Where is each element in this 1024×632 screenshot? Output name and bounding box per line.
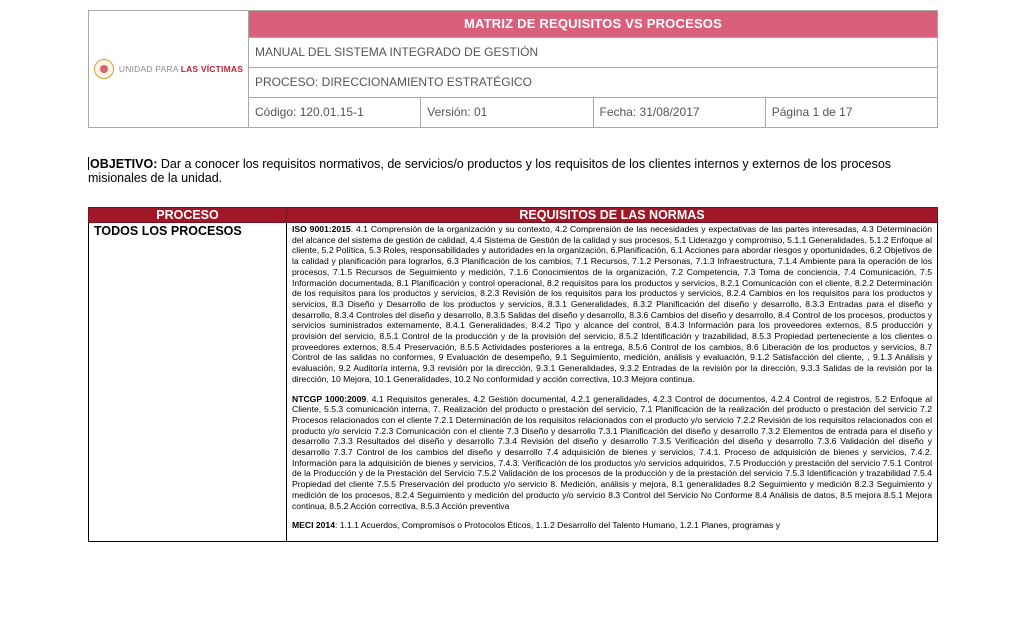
column-header-requisitos: REQUISITOS DE LAS NORMAS [287, 208, 938, 223]
norm-block-iso [292, 224, 932, 385]
norm-title: MECI 2014 [292, 520, 335, 531]
column-header-proceso: PROCESO [89, 208, 287, 223]
logo-text: UNIDAD PARA LAS VÍCTIMAS [118, 64, 244, 74]
text-cursor [88, 157, 89, 170]
document-code: Código: 120.01.15-1 [249, 97, 421, 127]
process-cell: TODOS LOS PROCESOS [89, 223, 287, 542]
objective-paragraph [88, 157, 938, 185]
table-row [89, 223, 938, 542]
norm-block-meci [292, 520, 932, 531]
norm-text: . 4.1 Requisitos generales, 4.2 Gestión documental, 4.2.1 generalidades, 4.2.3 Control de documentos, 4.2.4 Control de registros, 5.2 Enfoque al Cliente, 5.5.3 comunicación interna, 7. Realización del producto o prestación del servicio, 7.1 Planificación de la realización del producto o prestación del servicio 7.2 Procesos relacionados con el cliente 7.2.1 Determinación de los requisitos relacionados con el producto y/o servicio 7.2.2 Revisión de los requisitos relacionados con el producto y/o servicio 7.2.3 Comunicación con el cliente 7.3 Diseño y desarrollo 7.3.1 Planificación del diseño y desarrollo 7.3.2 Elementos de entrada para el diseño y desarrollo 7.3.3 Resultados del diseño y desarrollo 7.3.4 Revisión del diseño y desarrollo 7.3.5 Verificación del diseño y desarrollo 7.3.6 Validación del diseño y desarrollo 7.3.7 Control de los cambios del diseño y desarrollo 7.4 adquisición de bienes y servicios, 7.4.1. Proceso de adquisición de bienes y servicios, 7.4.2. Información para la adquisición de bienes y servicios, 7.4.3. Verificación de los productos y/o servicios adquiridos, 7.5 Producción y prestación del servicio 7.5.1 Control de la Producción y de la Prestación del Servicio 7.5.2 Validación de los procesos de la producción y de la prestación del servicio 7.5.3 Identificación y trazabilidad 7.5.4 Propiedad del cliente 7.5.5 Preservación del producto y/o servicio 8. Medición, análisis y mejora, 8.1 generalidades 8.2 Seguimiento y medición 8.2.3 Seguimiento y medición de los procesos, 8.2.4 Seguimiento y medición del producto y/o servicio 8.3 Control del Servicio No Conforme 8.4 Análisis de datos, 8.5 mejora 8.5.1 Mejora continua, 8.5.2 Acción correctiva, 8.5.3 Acción preventiva [292, 393, 932, 511]
document-version: Versión: 01 [421, 97, 593, 127]
requirements-cell [287, 223, 938, 542]
table-header-row [89, 208, 938, 223]
norm-title: NTCGP 1000:2009 [292, 393, 367, 404]
unidad-victimas-logo [89, 11, 248, 127]
logo-cell [89, 11, 249, 128]
requirements-table [88, 207, 938, 542]
objective-text: Dar a conocer los requisitos normativos, de servicios/o productos y los requisitos de los clientes internos y externos de los procesos misionales de la unidad. [88, 157, 892, 185]
process-name: PROCESO: DIRECCIONAMIENTO ESTRATÉGICO [249, 67, 938, 97]
document-header [88, 10, 938, 128]
norm-block-ntcgp [292, 394, 932, 512]
norm-text: . 4.1 Comprensión de la organización y su contexto, 4.2 Comprensión de las necesidades y expectativas de las partes interesadas, 4.3 Determinación del alcance del sistema de gestión de calidad, 4.4 Sistema de Gestión de la calidad y sus procesos, 5.1 Liderazgo y compromiso, 5.1.1 Generalidades, 5.1.2 Enfoque al cliente, 5.2 Política, 5.3 Roles, responsabilidades y autoridades en la organización, 6.Planificación, 6.1 Acciones para abordar riesgos y oportunidades, 6.2 Objetivos de la calidad y planificación para lograrlos, 6.3 Planificación de los cambios, 7.1 Recursos, 7.1.2 Personas, 7.1.3 Infraestructura, 7.1.4 Ambiente para la operación de los procesos, 7.1.5 Recursos de Seguimiento y medición, 7.1.6 Conocimientos de la organización, 7.2 Competencia, 7.3 Toma de conciencia, 7.4 Comunicación, 7.5 Información documentada, 8.1 Planificación y control operacional, 8.2 requisitos para los productos y servicios, 8.2.1 Comunicación con el cliente, 8.2.2 Determinación de los requisitos para los productos y servicios, 8.2.3 Revisión de los requisitos para los productos y servicios, 8.2.4 Cambios en los requisitos para los productos y servicios, 8.3 Diseño y Desarrollo de los productos y servicios, 8.3.1 Generalidades, 8.3.2 Planificación del diseño y desarrollo, 8.3.3 Entradas para el diseño y desarrollo, 8.3.4 Controles del diseño y desarrollo, 8.3.5 Salidas del diseño y desarrollo, 8.3.6 Cambios del diseño y desarrollo, 8.4 Control de los procesos, productos y servicios suministrados externamente, 8.4.1 Generalidades, 8.4.2 Tipo y alcance del control, 8.4.3 Información para los proveedores externos, 8.5 producción y provisión del servicio, 8.5.1 Control de la producción y de la provisión del servicio, 8.5.2 Identificación y trazabilidad, 8.5.3 Propiedad perteneciente a los clientes o proveedores externos, 8.5.4 Preservación, 8.5.5 Actividades posteriores a la entrega, 8.5.6 Control de los cambios, 8.6 Liberación de los productos y servicios, 8.7 Control de las salidas no conformes, 9 Evaluación de desempeño, 9.1 Seguimiento, medición, análisis y evaluación, 9.1.2 Satisfacción del cliente, , 9.1.3 Análisis y evaluación, 9.2 Auditoría interna, 9.3 revisión por la dirección, 9.3.1 Generalidades, 9.3.2 Entradas de la revisión por la dirección, 9.3.3 Salidas de la revisión por la dirección, 10 Mejora, 10.1 Generalidades, 10.2 No conformidad y acción correctiva, 10.3 Mejora continua. [292, 224, 932, 384]
page-number: Página 1 de 17 [765, 97, 937, 127]
manual-name: MANUAL DEL SISTEMA INTEGRADO DE GESTIÓN [249, 37, 938, 67]
objective-label: OBJETIVO: [90, 157, 158, 171]
document-date: Fecha: 31/08/2017 [593, 97, 765, 127]
seal-icon [94, 59, 114, 79]
norm-text: : 1.1.1 Acuerdos, Compromisos o Protocolos Éticos, 1.1.2 Desarrollo del Talento Humano, 1.2.1 Planes, programas y [335, 520, 781, 531]
norm-title: ISO 9001:2015 [292, 224, 351, 234]
document-title: MATRIZ DE REQUISITOS VS PROCESOS [249, 11, 938, 38]
